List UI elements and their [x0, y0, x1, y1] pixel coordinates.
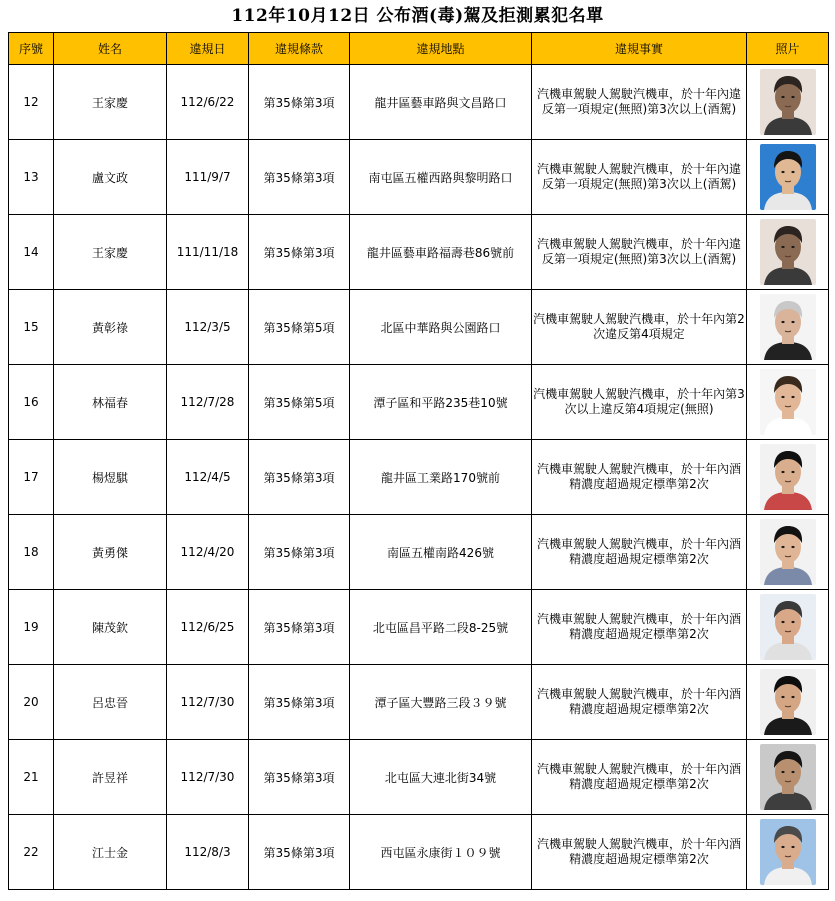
cell-photo	[747, 515, 829, 590]
cell-photo	[747, 140, 829, 215]
cell-location: 北屯區昌平路二段8-25號	[350, 590, 532, 665]
cell-name: 王家慶	[54, 65, 167, 140]
cell-location: 南屯區五權西路與黎明路口	[350, 140, 532, 215]
cell-no: 13	[9, 140, 54, 215]
table-row	[9, 815, 829, 890]
cell-fact: 汽機車駕駛人駕駛汽機車，於十年內違反第一項規定(無照)第3次以上(酒駕)	[532, 65, 747, 140]
cell-date: 112/4/5	[167, 440, 249, 515]
cell-no: 19	[9, 590, 54, 665]
table-row	[9, 440, 829, 515]
cell-clause: 第35條第3項	[249, 590, 350, 665]
cell-no: 21	[9, 740, 54, 815]
mugshot-photo	[760, 819, 816, 885]
mugshot-photo	[760, 444, 816, 510]
cell-no: 14	[9, 215, 54, 290]
column-header-no: 序號	[9, 33, 54, 65]
table-row	[9, 665, 829, 740]
column-header-name: 姓名	[54, 33, 167, 65]
cell-photo	[747, 215, 829, 290]
mugshot-photo	[760, 744, 816, 810]
cell-location: 北屯區大連北街34號	[350, 740, 532, 815]
cell-name: 黃彰祿	[54, 290, 167, 365]
cell-clause: 第35條第3項	[249, 440, 350, 515]
cell-name: 陳茂欽	[54, 590, 167, 665]
table-row	[9, 290, 829, 365]
cell-name: 許昱祥	[54, 740, 167, 815]
cell-fact: 汽機車駕駛人駕駛汽機車，於十年內酒精濃度超過規定標準第2次	[532, 740, 747, 815]
cell-date: 112/6/22	[167, 65, 249, 140]
cell-clause: 第35條第3項	[249, 215, 350, 290]
cell-name: 盧文政	[54, 140, 167, 215]
cell-clause: 第35條第5項	[249, 365, 350, 440]
cell-location: 龍井區藝車路與文昌路口	[350, 65, 532, 140]
cell-fact: 汽機車駕駛人駕駛汽機車，於十年內違反第一項規定(無照)第3次以上(酒駕)	[532, 215, 747, 290]
mugshot-photo	[760, 144, 816, 210]
cell-fact: 汽機車駕駛人駕駛汽機車，於十年內第3次以上違反第4項規定(無照)	[532, 365, 747, 440]
cell-date: 111/9/7	[167, 140, 249, 215]
cell-date: 111/11/18	[167, 215, 249, 290]
cell-name: 呂忠晉	[54, 665, 167, 740]
cell-location: 龍井區藝車路福壽巷86號前	[350, 215, 532, 290]
mugshot-photo	[760, 369, 816, 435]
table-header-row	[9, 33, 829, 65]
table-row	[9, 365, 829, 440]
column-header-photo: 照片	[747, 33, 829, 65]
mugshot-photo	[760, 219, 816, 285]
cell-no: 20	[9, 665, 54, 740]
cell-fact: 汽機車駕駛人駕駛汽機車，於十年內酒精濃度超過規定標準第2次	[532, 590, 747, 665]
cell-location: 潭子區大豐路三段３９號	[350, 665, 532, 740]
cell-fact: 汽機車駕駛人駕駛汽機車，於十年內酒精濃度超過規定標準第2次	[532, 815, 747, 890]
cell-no: 12	[9, 65, 54, 140]
cell-location: 龍井區工業路170號前	[350, 440, 532, 515]
mugshot-photo	[760, 594, 816, 660]
column-header-fact: 違規事實	[532, 33, 747, 65]
cell-name: 江士金	[54, 815, 167, 890]
cell-photo	[747, 65, 829, 140]
column-header-date: 違規日	[167, 33, 249, 65]
cell-fact: 汽機車駕駛人駕駛汽機車，於十年內違反第一項規定(無照)第3次以上(酒駕)	[532, 140, 747, 215]
cell-date: 112/6/25	[167, 590, 249, 665]
mugshot-photo	[760, 69, 816, 135]
cell-photo	[747, 665, 829, 740]
cell-fact: 汽機車駕駛人駕駛汽機車，於十年內酒精濃度超過規定標準第2次	[532, 515, 747, 590]
table-row	[9, 65, 829, 140]
cell-no: 18	[9, 515, 54, 590]
cell-clause: 第35條第3項	[249, 740, 350, 815]
cell-location: 潭子區和平路235巷10號	[350, 365, 532, 440]
cell-photo	[747, 440, 829, 515]
table-row	[9, 215, 829, 290]
cell-fact: 汽機車駕駛人駕駛汽機車，於十年內第2次違反第4項規定	[532, 290, 747, 365]
cell-photo	[747, 590, 829, 665]
cell-photo	[747, 815, 829, 890]
cell-location: 北區中華路與公園路口	[350, 290, 532, 365]
cell-name: 王家慶	[54, 215, 167, 290]
column-header-clause: 違規條款	[249, 33, 350, 65]
cell-name: 林福春	[54, 365, 167, 440]
cell-no: 17	[9, 440, 54, 515]
cell-location: 南區五權南路426號	[350, 515, 532, 590]
cell-date: 112/4/20	[167, 515, 249, 590]
cell-no: 22	[9, 815, 54, 890]
cell-date: 112/3/5	[167, 290, 249, 365]
cell-fact: 汽機車駕駛人駕駛汽機車，於十年內酒精濃度超過規定標準第2次	[532, 440, 747, 515]
table-row	[9, 140, 829, 215]
cell-date: 112/7/28	[167, 365, 249, 440]
cell-no: 16	[9, 365, 54, 440]
cell-photo	[747, 740, 829, 815]
table-row	[9, 740, 829, 815]
column-header-location: 違規地點	[350, 33, 532, 65]
cell-location: 西屯區永康街１０９號	[350, 815, 532, 890]
cell-fact: 汽機車駕駛人駕駛汽機車，於十年內酒精濃度超過規定標準第2次	[532, 665, 747, 740]
mugshot-photo	[760, 519, 816, 585]
cell-clause: 第35條第3項	[249, 815, 350, 890]
mugshot-photo	[760, 669, 816, 735]
cell-date: 112/8/3	[167, 815, 249, 890]
offender-table	[8, 32, 829, 890]
cell-name: 黃勇傑	[54, 515, 167, 590]
cell-name: 楊煜騏	[54, 440, 167, 515]
cell-clause: 第35條第5項	[249, 290, 350, 365]
mugshot-photo	[760, 294, 816, 360]
cell-photo	[747, 290, 829, 365]
cell-date: 112/7/30	[167, 665, 249, 740]
table-row	[9, 515, 829, 590]
cell-clause: 第35條第3項	[249, 140, 350, 215]
cell-clause: 第35條第3項	[249, 665, 350, 740]
page-title: 112年10月12日 公布酒(毒)駕及拒測累犯名單	[231, 6, 604, 26]
cell-clause: 第35條第3項	[249, 515, 350, 590]
cell-date: 112/7/30	[167, 740, 249, 815]
cell-clause: 第35條第3項	[249, 65, 350, 140]
table-row	[9, 590, 829, 665]
cell-photo	[747, 365, 829, 440]
cell-no: 15	[9, 290, 54, 365]
